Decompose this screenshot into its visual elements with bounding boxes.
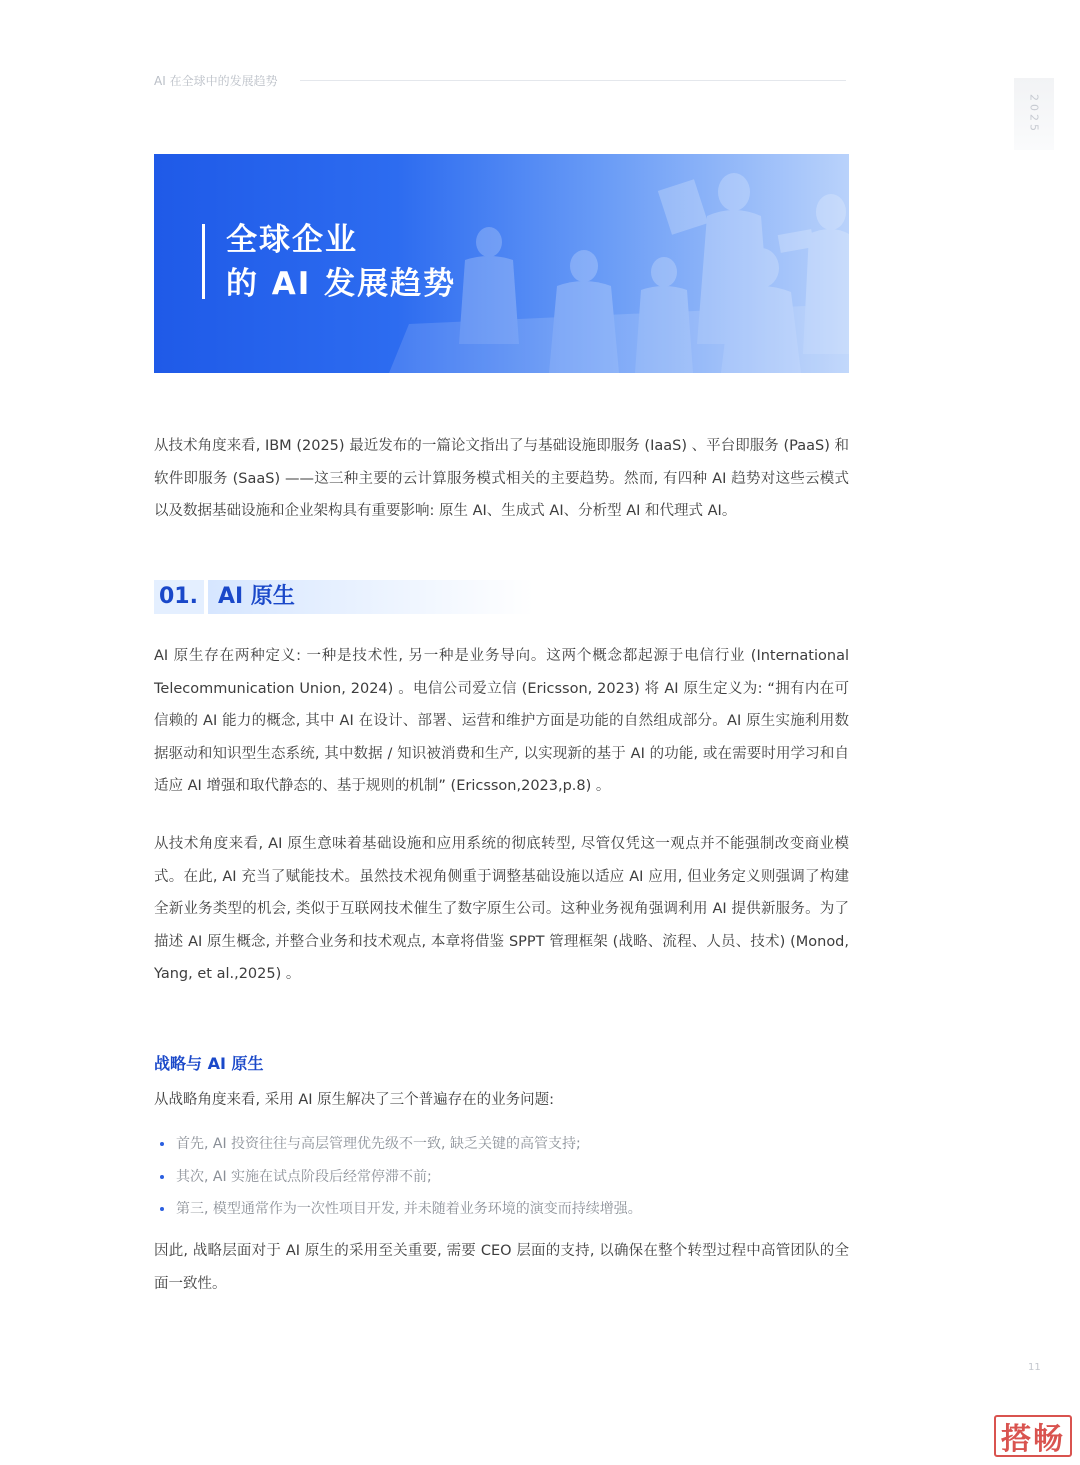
running-title: AI 在全球中的发展趋势	[154, 73, 278, 88]
strategy-bullet-list	[160, 1128, 850, 1226]
section-heading	[154, 580, 534, 614]
running-header	[154, 70, 846, 90]
stamp-text: 搭畅	[1001, 1422, 1065, 1457]
title-accent-bar	[202, 224, 205, 299]
strategy-lead: 从战略角度来看, 采用 AI 原生解决了三个普遍存在的业务问题:	[154, 1092, 555, 1108]
list-item: 首先, AI 投资往往与高层管理优先级不一致, 缺乏关键的高管支持;	[160, 1128, 850, 1161]
section-number: 01.	[154, 580, 204, 614]
section-paragraph-1: AI 原生存在两种定义: 一种是技术性, 另一种是业务导向。这两个概念都起源于电信行业 (International Telecommunication Union, 2024) 。电信公司爱立信 (Ericsson, 2023) 将 AI 原生定义为: “拥有内在可信赖的 AI 能力的概念, 其中 AI 在设计、部署、运营和维护方面是功能的自然组成部分。AI 原生实施利用数据驱动和知识型生态系统, 其中数据 / 知识被消费和生产, 以实现新的基于 AI 的功能, 或在需要时用学习和自适应 AI 增强和取代静态的、基于规则的机制” (Ericsson,2023,p.8) 。	[154, 648, 849, 794]
banner-title-line2: 的 AI 发展趋势	[226, 266, 457, 302]
banner-title	[226, 218, 456, 306]
bullet-dot-icon	[160, 1142, 164, 1146]
watermark-stamp	[994, 1415, 1072, 1457]
hero-banner	[154, 154, 849, 373]
section-paragraph-2: 从技术角度来看, AI 原生意味着基础设施和应用系统的彻底转型, 尽管仅凭这一观点并不能强制改变商业模式。在此, AI 充当了赋能技术。虽然技术视角侧重于调整基础设施以适应 AI 应用, 但业务定义则强调了构建全新业务类型的机会, 类似于互联网技术催生了数字原生公司。这种业务视角强调利用 AI 提供新服务。为了描述 AI 原生概念, 并整合业务和技术观点, 本章将借鉴 SPPT 管理框架 (战略、流程、人员、技术) (Monod, Yang, et al.,2025) 。	[154, 836, 849, 982]
business-people-illustration	[389, 154, 849, 373]
strategy-conclusion: 因此, 战略层面对于 AI 原生的采用至关重要, 需要 CEO 层面的支持, 以确保在整个转型过程中高管团队的全面一致性。	[154, 1243, 849, 1292]
intro-paragraph: 从技术角度来看, IBM (2025) 最近发布的一篇论文指出了与基础设施即服务 (IaaS) 、平台即服务 (PaaS) 和软件即服务 (SaaS) ——这三种主要的云计算服务模式相关的主要趋势。然而, 有四种 AI 趋势对这些云模式以及数据基础设施和企业架构具有重要影响: 原生 AI、生成式 AI、分析型 AI 和代理式 AI。	[154, 438, 849, 519]
bullet-dot-icon	[160, 1175, 164, 1179]
strategy-subheading: 战略与 AI 原生	[154, 1054, 264, 1073]
page-number: 11	[1028, 1362, 1041, 1373]
section-title: AI 原生	[208, 580, 534, 614]
list-item: 第三, 模型通常作为一次性项目开发, 并未随着业务环境的演变而持续增强。	[160, 1193, 850, 1226]
year-tab-text: 2025	[1027, 94, 1041, 134]
header-divider	[300, 80, 846, 81]
bullet-dot-icon	[160, 1207, 164, 1211]
year-tab	[1014, 78, 1054, 150]
list-item: 其次, AI 实施在试点阶段后经常停滞不前;	[160, 1161, 850, 1194]
banner-title-line1: 全球企业	[226, 222, 358, 258]
